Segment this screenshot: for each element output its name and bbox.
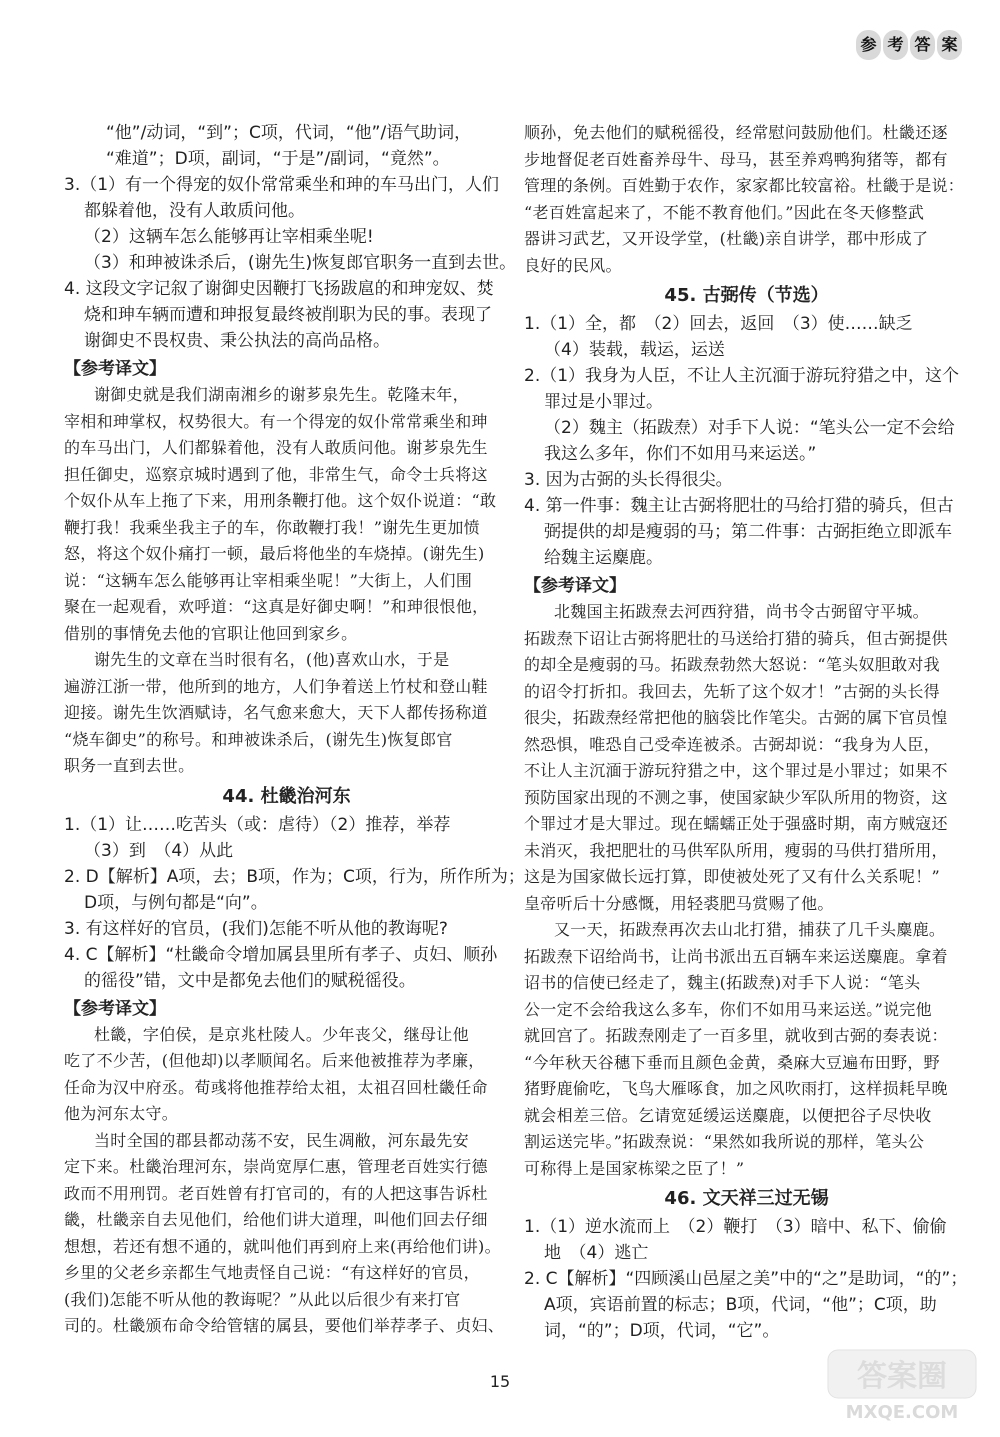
text-line: （2）魏主（拓跋焘）对手下人说：“笔头公一定不会给 xyxy=(544,418,955,438)
translation-line: 器讲习武艺，又开设学堂，(杜畿)亲自讲学，郡中形成了 xyxy=(524,229,929,248)
translation-line: 谢御史就是我们湖南湘乡的谢芗泉先生。乾隆末年， xyxy=(94,385,469,404)
translation-line: 公一定不会给我这么多车，你们不如用马来运送。”说完他 xyxy=(524,999,932,1019)
text-line: 的徭役”错，文中是都免去他们的赋税徭役。 xyxy=(84,970,416,991)
text-line: 地 （4）逃亡 xyxy=(544,1243,649,1263)
reference-translation-heading: 【参考译文】 xyxy=(64,998,166,1019)
text-line: （3）和珅被诛杀后，(谢先生)恢复郎官职务一直到去世。 xyxy=(84,253,517,273)
translation-line: 步地督促老百姓畜养母牛、母马，甚至养鸡鸭狗猪等，都有 xyxy=(524,149,948,169)
text-line: 给魏主运麋鹿。 xyxy=(544,548,663,568)
translation-line: 定下来。杜畿治理河东，崇尚宽厚仁惠，管理老百姓实行德 xyxy=(64,1157,488,1176)
text-line: 3.（1）有一个得宠的奴仆常常乘坐和珅的车马出门，人们 xyxy=(64,175,500,195)
text-line: 弼提供的却是瘦弱的马；第二件事：古弼拒绝立即派车 xyxy=(544,522,952,542)
reference-translation-heading: 【参考译文】 xyxy=(524,576,626,596)
translation-line: 谢先生的文章在当时很有名，(他)喜欢山水，于是 xyxy=(94,650,450,669)
text-line: “他”/动词，“到”；C项，代词，“他”/语气助词， xyxy=(106,123,472,143)
translation-line: 又一天，拓跋焘再次去山北打猎，捕获了几千头麋鹿。 xyxy=(554,920,946,939)
translation-line: 北魏国主拓跋焘去河西狩猎，尚书令古弼留守平城。 xyxy=(554,602,929,621)
section-title: 45. 古弼传（节选） xyxy=(664,285,829,306)
reference-answer-badge xyxy=(856,30,962,60)
text-line: 2. D【解析】A项，去；B项，作为；C项，行为，所作所为； xyxy=(64,866,525,887)
translation-line: 可称得上是国家栋梁之臣了！” xyxy=(524,1158,745,1178)
translation-line: 的车马出门，人们都躲着他，没有人敢质问他。谢芗泉先生 xyxy=(64,438,488,457)
text-line: 1.（1）让……吃苦头（或：虐待）（2）推荐，举荐 xyxy=(64,814,451,835)
translation-line: 个罪过才是大罪过。现在蠕蠕正处于强盛时期，南方贼寇还 xyxy=(524,814,948,833)
text-line: 2. C【解析】“四顾溪山邑屋之美”中的“之”是助词，“的”； xyxy=(524,1269,968,1289)
translation-line: 拓跋焘下诏让古弼将肥壮的马送给打猎的骑兵，但古弼提供 xyxy=(524,628,948,648)
translation-line: 不让人主沉湎于游玩狩猎之中，这个罪过是小罪过；如果不 xyxy=(524,761,948,780)
translation-line: 职务一直到去世。 xyxy=(64,756,195,775)
translation-line: (我们)怎能不听从他的教诲呢？”从此以后很少有来打官 xyxy=(64,1289,461,1309)
text-line: 3. 有这样好的官员，(我们)怎能不听从他的教诲呢? xyxy=(64,918,448,939)
translation-line: 这是为国家做长远打算，即使被处死了又有什么关系呢！” xyxy=(524,867,940,886)
translation-line: 借别的事情免去他的官职让他回到家乡。 xyxy=(64,623,358,643)
section-title: 46. 文天祥三过无锡 xyxy=(664,1188,829,1209)
translation-line: 割运送完毕。”拓跋焘说：“果然如我所说的那样，笔头公 xyxy=(524,1132,925,1151)
badge-char: 答 xyxy=(910,30,935,60)
translation-line: 预防国家出现的不测之事，使国家缺少军队所用的物资，这 xyxy=(524,787,948,807)
left-column xyxy=(64,120,525,1340)
translation-line: “烧车御史”的称号。和珅被诛杀后，(谢先生)恢复郎官 xyxy=(64,729,453,749)
translation-line: 拓跋焘下诏给尚书，让尚书派出五百辆车来运送麋鹿。拿着 xyxy=(524,946,948,966)
translation-line: 皇帝听后十分感慨，用轻裘肥马赏赐了他。 xyxy=(524,893,834,913)
translation-line: 管理的条例。百姓勤于农作，家家都比较富裕。杜畿于是说： xyxy=(524,176,965,195)
translation-line: 担任御史，巡察京城时遇到了他，非常生气，命令士兵将这 xyxy=(64,464,488,484)
section-title: 44. 杜畿治河东 xyxy=(222,785,351,807)
watermark-url: MXQE.COM xyxy=(845,1402,959,1423)
translation-line: 的却全是瘦弱的马。拓跋焘勃然大怒说：“笔头奴胆敢对我 xyxy=(524,655,940,674)
text-line: 2.（1）我身为人臣，不让人主沉湎于游玩狩猎之中，这个 xyxy=(524,366,960,386)
translation-line: 吃了不少苦，(但他却)以孝顺闻名。后来他被推荐为孝廉， xyxy=(64,1051,485,1070)
translation-line: 的诏令打折扣。我回去，先斩了这个奴才！”古弼的头长得 xyxy=(524,681,940,701)
translation-line: 任命为汉中府丞。荀彧将他推荐给太祖，太祖召回杜畿任命 xyxy=(64,1077,488,1097)
translation-line: 然恐惧，唯恐自己受牵连被杀。古弼却说：“我身为人臣， xyxy=(524,734,940,754)
translation-line: 鞭打我！我乘坐我主子的车，你敢鞭打我！”谢先生更加愤 xyxy=(64,517,480,537)
reference-translation-heading: 【参考译文】 xyxy=(64,359,166,379)
text-line: 烧和珅车辆而遭和珅报复最终被削职为民的事。表现了 xyxy=(84,305,492,325)
right-column xyxy=(524,120,969,1344)
translation-line: 诏书的信使已经走了，魏主(拓跋焘)对手下人说：“笔头 xyxy=(524,973,921,992)
text-line: （3）到 （4）从此 xyxy=(84,840,234,861)
text-line: “难道”；D项，副词，“于是”/副词，“竟然”。 xyxy=(106,149,450,169)
translation-line: 良好的民风。 xyxy=(524,255,622,275)
text-line: 4. C【解析】“杜畿命令增加属县里所有孝子、贞妇、顺孙 xyxy=(64,944,498,965)
translation-line: 猪野鹿偷吃，飞鸟大雁啄食，加之风吹雨打，这样损耗早晚 xyxy=(524,1079,948,1098)
translation-line: 想想，若还有想不通的，就叫他们再到府上来(再给他们讲)。 xyxy=(64,1236,501,1256)
translation-line: “今年秋天谷穗下垂而且颜色金黄，桑麻大豆遍布田野，野 xyxy=(524,1052,940,1072)
text-line: 4. 第一件事：魏主让古弼将肥壮的马给打猎的骑兵，但古 xyxy=(524,496,954,516)
translation-line: 顺孙，免去他们的赋税徭役，经常慰问鼓励他们。杜畿还逐 xyxy=(524,123,948,142)
watermark-text: 答案圈 xyxy=(857,1359,947,1394)
text-line: 词，“的”；D项，代词，“它”。 xyxy=(544,1321,780,1341)
text-line: （4）装载，载运，运送 xyxy=(544,340,725,360)
text-line: 罪过是小罪过。 xyxy=(544,392,663,412)
translation-line: 迎接。谢先生饮酒赋诗，名气愈来愈大，天下人都传扬称道 xyxy=(64,703,488,722)
text-line: 1.（1）逆水流而上 （2）鞭打 （3）暗中、私下、偷偷 xyxy=(524,1217,947,1237)
translation-line: 说：“这辆车怎么能够再让宰相乘坐呢！”大街上，人们围 xyxy=(64,570,473,590)
text-line: （2）这辆车怎么能够再让宰相乘坐呢! xyxy=(84,227,374,247)
translation-line: 遍游江浙一带，他所到的地方，人们争着送上竹杖和登山鞋 xyxy=(64,676,488,696)
translation-line: 宰相和珅掌权，权势很大。有一个得宠的奴仆常常乘坐和珅 xyxy=(64,411,488,431)
text-line: 都躲着他，没有人敢质问他。 xyxy=(84,201,305,221)
badge-char: 考 xyxy=(883,30,908,60)
watermark-logo xyxy=(826,1346,978,1424)
translation-line: 司的。杜畿颁布命令给管辖的属县，要他们举荐孝子、贞妇、 xyxy=(64,1316,505,1335)
text-line: 谢御史不畏权贵、秉公执法的高尚品格。 xyxy=(84,331,390,351)
translation-line: 乡里的父老乡亲都生气地责怪自己说：“有这样好的官员， xyxy=(64,1263,480,1282)
translation-line: 聚在一起观看，欢呼道：“这真是好御史啊！”和珅很恨他， xyxy=(64,597,489,616)
text-line: A项，宾语前置的标志；B项，代词，“他”；C项，助 xyxy=(544,1295,937,1315)
translation-line: 未消灭，我把肥壮的马供军队所用，瘦弱的马供打猎所用， xyxy=(524,840,948,860)
text-line: 3. 因为古弼的头长得很尖。 xyxy=(524,470,733,490)
text-line: 4. 这段文字记叙了谢御史因鞭打飞扬跋扈的和珅宠奴、焚 xyxy=(64,279,494,299)
translation-line: 政而不用刑罚。老百姓曾有打官司的，有的人把这事告诉杜 xyxy=(64,1183,488,1203)
text-line: 1.（1）全，都 （2）回去，返回 （3）使……缺乏 xyxy=(524,314,913,334)
translation-line: 个奴仆从车上拖了下来，用刑条鞭打他。这个奴仆说道：“敢 xyxy=(64,491,497,510)
text-line: D项，与例句都是“向”。 xyxy=(84,892,268,913)
translation-line: 畿，杜畿亲自去见他们，给他们讲大道理，叫他们回去仔细 xyxy=(64,1210,488,1229)
badge-char: 案 xyxy=(937,30,962,60)
page-number: 15 xyxy=(489,1372,511,1391)
translation-line: 很尖，拓跋焘经常把他的脑袋比作笔尖。古弼的属下官员惶 xyxy=(524,708,948,727)
translation-line: 怒，将这个奴仆痛打一顿，最后将他坐的车烧掉。(谢先生) xyxy=(64,544,485,563)
translation-line: 杜畿，字伯侯，是京兆杜陵人。少年丧父，继母让他 xyxy=(94,1024,469,1044)
badge-char: 参 xyxy=(856,30,881,60)
text-line: 我这么多年，你们不如用马来运送。” xyxy=(544,444,817,464)
translation-line: 就会相差三倍。乞请宽延缓运送麋鹿，以便把谷子尽快收 xyxy=(524,1105,932,1125)
translation-line: 就回宫了。拓跋焘刚走了一百多里，就收到古弼的奏表说： xyxy=(524,1026,948,1045)
translation-line: 当时全国的郡县都动荡不安，民生凋敝，河东最先安 xyxy=(94,1130,469,1150)
translation-line: “老百姓富起来了，不能不教育他们。”因此在冬天修整武 xyxy=(524,202,925,222)
translation-line: 他为河东太守。 xyxy=(64,1104,179,1123)
